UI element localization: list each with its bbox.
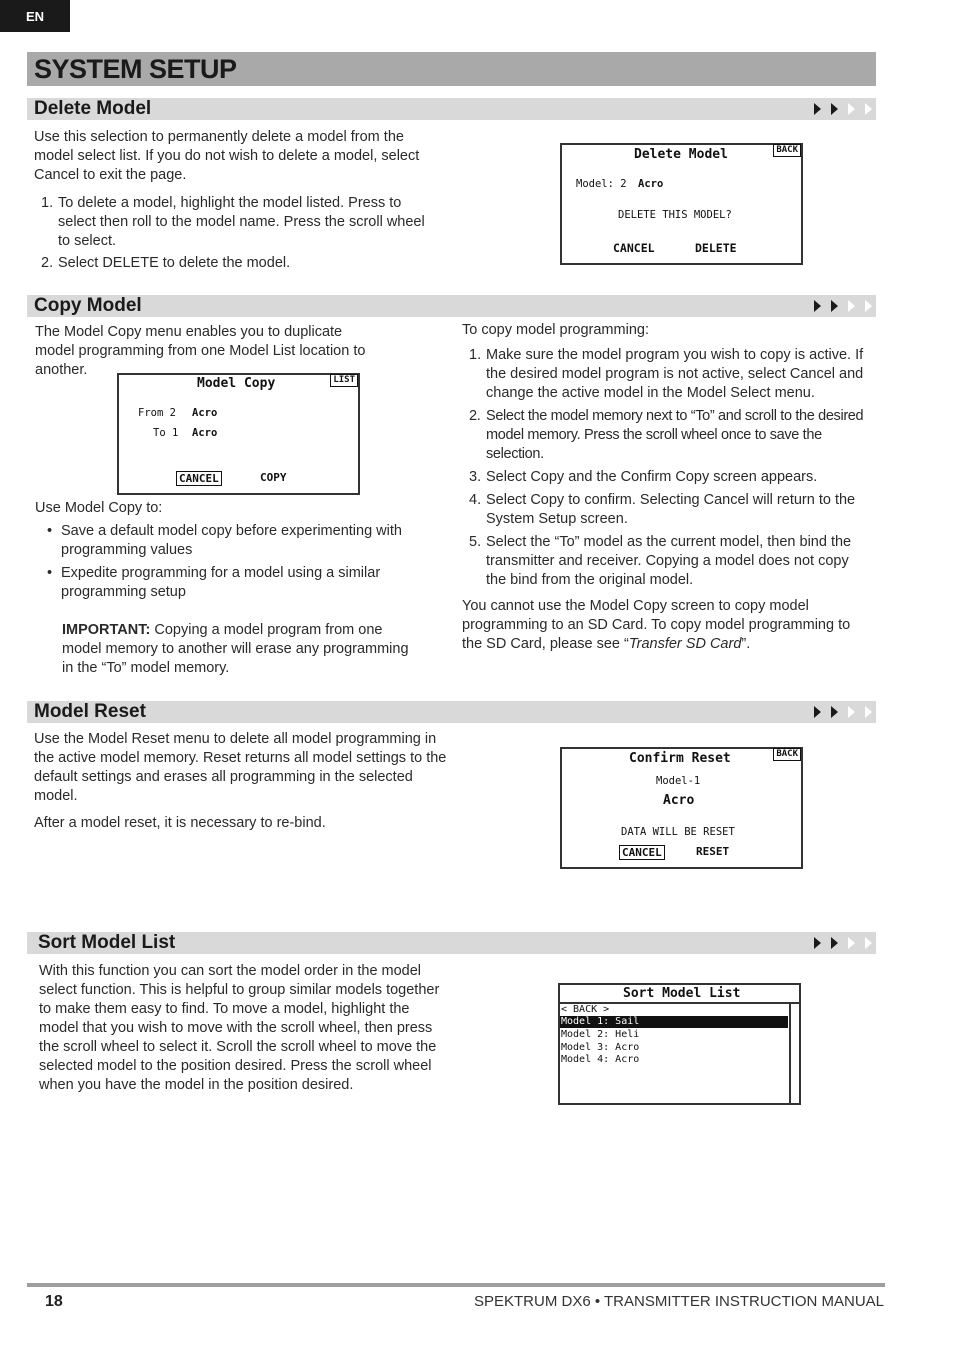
page-number: 18 [45, 1293, 63, 1310]
sort-model-text: With this function you can sort the model order in the model select function. This is helpful to group similar models together to make them easy to find. To move a model, highlight the model that you wish to move with the scroll wheel, then press the scroll wheel to select it. Scroll the scroll wheel to move the selected model to the position desired. Press the scroll wheel when you have the model in the position desired. [39, 963, 440, 1093]
delete-model-text [34, 128, 434, 273]
back-button[interactable]: BACK [773, 144, 801, 157]
to-model-name[interactable]: Acro [192, 427, 218, 439]
list-item[interactable]: Model 4: Acro [561, 1054, 640, 1065]
nav-arrows-icon [814, 706, 872, 718]
steps-heading: To copy model programming: [462, 322, 649, 338]
copy-model-steps [462, 321, 872, 654]
back-button[interactable]: < BACK > [561, 1004, 610, 1015]
section-title: Delete Model [34, 98, 152, 119]
important-note: IMPORTANT: Copying a model program from one model memory to another will erase any programming in the “To” model memory. [62, 622, 409, 676]
list-item: 5. Select the “To” model as the current model, then bind the transmitter and receiver. Copying a model does not copy the bind from the original model. [469, 534, 852, 588]
model-label: Model-1 [656, 775, 701, 787]
section-title: Copy Model [34, 295, 142, 316]
model-reset-p1: Use the Model Reset menu to delete all model programming in the active model memory. Reset returns all model settings to the default settings and erases all programming in the selected model. [34, 731, 447, 804]
sort-model-list-screen [558, 983, 801, 1105]
list-item: 2. Select the model memory next to “To” and scroll to the desired model memory. Press the scroll wheel once to save the selection. [469, 408, 864, 462]
language-tab: EN [0, 0, 70, 32]
section-title: Sort Model List [38, 932, 176, 953]
screen-title: Sort Model List [623, 986, 741, 1001]
screen-title: Model Copy [197, 376, 276, 391]
list-item: 2. Select DELETE to delete the model. [41, 255, 291, 271]
list-item: 1. To delete a model, highlight the model listed. Press to select then roll to the model name. Press the scroll wheel to select. [41, 195, 425, 249]
page-title: SYSTEM SETUP [27, 52, 876, 86]
nav-arrows-icon [814, 300, 872, 312]
list-button[interactable]: LIST [330, 374, 358, 387]
model-name: Acro [638, 178, 664, 190]
from-label: From 2 [138, 407, 176, 419]
footer-divider [27, 1283, 885, 1287]
delete-model-intro: Use this selection to permanently delete a model from the model select list. If you do not wish to delete a model, select Cancel to exit the page. [34, 129, 420, 183]
section-header-sort-model-list [27, 932, 876, 954]
list-item: • Expedite programming for a model using a similar programming setup [47, 565, 381, 600]
screen-title: Delete Model [634, 147, 728, 162]
nav-arrows-icon [814, 937, 872, 949]
confirm-reset-screen [560, 747, 803, 869]
manual-title: SPEKTRUM DX6 • TRANSMITTER INSTRUCTION MANUAL [473, 1293, 884, 1310]
model-name: Acro [663, 793, 695, 808]
screen-title: Confirm Reset [629, 751, 731, 766]
cancel-button[interactable]: CANCEL [176, 471, 222, 486]
copy-model-uses [35, 499, 420, 678]
list-item: 3. Select Copy and the Confirm Copy screen appears. [469, 469, 818, 485]
sd-card-note: You cannot use the Model Copy screen to copy model programming to an SD Card. To copy model programming to the SD Card, please see “Transfer SD Card”. [462, 598, 851, 652]
list-item[interactable]: Model 2: Heli [561, 1029, 640, 1040]
model-reset-p2: After a model reset, it is necessary to re-bind. [34, 815, 326, 831]
uses-heading: Use Model Copy to: [35, 500, 163, 516]
cancel-button[interactable]: CANCEL [619, 845, 665, 860]
copy-model-intro: The Model Copy menu enables you to duplicate model programming from one Model List location to another. [35, 324, 366, 378]
reset-button[interactable]: RESET [696, 845, 730, 858]
model-reset-text [34, 730, 449, 833]
back-button[interactable]: BACK [773, 748, 801, 761]
model-copy-screen [117, 373, 360, 495]
cancel-button[interactable]: CANCEL [613, 241, 655, 255]
section-title: Model Reset [34, 701, 146, 722]
from-model-name[interactable]: Acro [192, 407, 218, 419]
section-header-model-reset [27, 701, 876, 723]
section-header-delete-model [27, 98, 876, 120]
to-label: To 1 [153, 427, 179, 439]
nav-arrows-icon [814, 103, 872, 115]
copy-button[interactable]: COPY [260, 471, 287, 484]
list-item: • Save a default model copy before experimenting with programming values [47, 523, 402, 558]
model-label: Model: 2 [576, 178, 627, 190]
delete-button[interactable]: DELETE [695, 241, 737, 255]
section-header-copy-model [27, 295, 876, 317]
screen-title-bar [560, 985, 799, 1004]
delete-model-screen [560, 143, 803, 265]
scrollbar[interactable] [789, 1004, 799, 1103]
reset-warning: DATA WILL BE RESET [621, 826, 735, 838]
list-item: 4. Select Copy to confirm. Selecting Cancel will return to the System Setup screen. [469, 492, 856, 527]
list-item-selected[interactable]: Model 1: Sail [560, 1016, 788, 1028]
list-item[interactable]: Model 3: Acro [561, 1042, 640, 1053]
list-item: 1. Make sure the model program you wish to copy is active. If the desired model program is not active, select Cancel and change the active model in the Model Select menu. [469, 347, 864, 401]
delete-prompt: DELETE THIS MODEL? [618, 209, 732, 221]
